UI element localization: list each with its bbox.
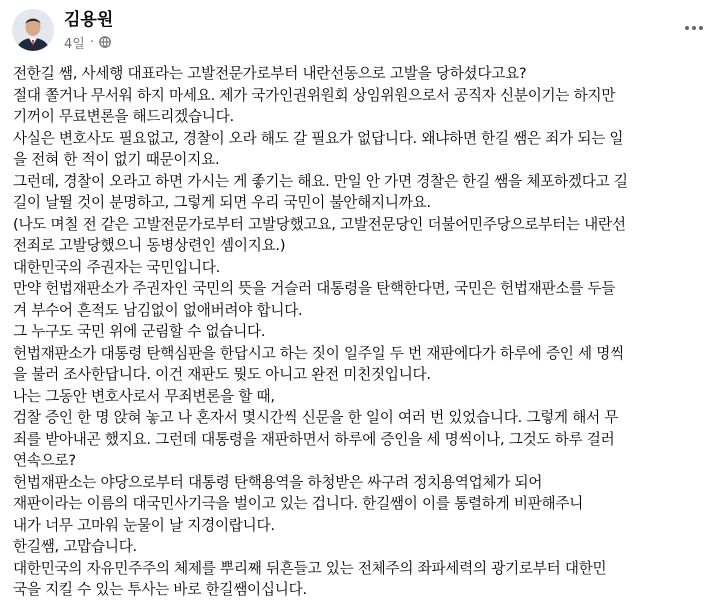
post-line: 국을 지킬 수 있는 투사는 바로 한길쌤이십니다. [13,581,307,598]
post-line: 한길쌤, 고맙습니다. [13,538,137,555]
meta-separator: · [89,34,94,50]
post-line: 대한민국의 자유민주주의 체제를 뿌리째 뒤흔들고 있는 전체주의 좌파세력의 광기로부터 대한민 [13,559,607,577]
post-line: 을 전혀 한 적이 없기 때문이지요. [13,151,220,168]
post-timestamp[interactable]: 4일 [64,36,85,52]
post-line: 겨 부수어 흔적도 남김없이 없애버려야 합니다. [13,301,303,319]
post-line: 사실은 변호사도 필요없고, 경찰이 오라 해도 갈 필요가 없답니다. 왜냐하면 한길 쌤은 죄가 되는 일 [13,129,624,147]
post-author-name[interactable]: 김용원 [64,10,114,30]
post-line: (나도 며칠 전 같은 고발전문가로부터 고발당했고요, 고발전문당인 더불어민주당으로부터는 내란선 [13,215,626,233]
post-line: 전죄로 고발당했으니 동병상련인 셈이지요.) [13,237,286,254]
post-meta [64,33,111,51]
post-line: 대한민국의 주권자는 국민입니다. [13,258,221,276]
post-line: 검찰 증인 한 명 앉혀 놓고 나 혼자서 몇시간씩 신문을 한 일이 여러 번 있었습니다. 그렇게 해서 무 [13,409,619,426]
more-dot [699,26,703,30]
post-line: 길이 날뛸 것이 분명하고, 그렇게 되면 우리 국민이 불안해지니까요. [13,194,431,211]
post-header [0,0,720,60]
more-options-button[interactable] [678,14,710,42]
more-dot [692,26,696,30]
post-line: 헌법재판소는 야당으로부터 대통령 탄핵용역을 하청받은 싸구려 정치용역업체가 되어 [13,473,543,491]
post-line: 연속으로? [13,452,76,469]
post-line: 기꺼이 무료변론을 해드리겠습니다. [13,108,234,125]
more-horizontal-icon [685,26,689,30]
post-line: 을 불러 조사한답니다. 이건 재판도 뭣도 아니고 완전 미친짓입니다. [13,366,431,383]
post-line: 그 누구도 국민 위에 군림할 수 없습니다. [13,323,266,340]
avatar-portrait-icon [12,9,54,51]
post-line: 절대 쫄거나 무서워 하지 마세요. 제가 국가인권위원회 상임위원으로서 공직자 신분이기는 하지만 [13,86,616,104]
post-line: 헌법재판소가 대통령 탄핵심판을 한답시고 하는 짓이 일주일 두 번 재판에다가 하루에 증인 세 명씩 [13,344,624,362]
post-line: 만약 헌법재판소가 주권자인 국민의 뜻을 거슬러 대통령을 탄핵한다면, 국민은 헌법재판소를 두들 [13,280,616,297]
post-body [13,63,713,601]
post-line: 그런데, 경찰이 오라고 하면 가시는 게 좋기는 해요. 만일 안 가면 경찰은 한길 쌤을 체포하겠다고 길 [13,172,628,190]
globe-icon [99,36,111,48]
post-line: 죄를 받아내곤 했지요. 그런데 대통령을 재판하면서 하루에 증인을 세 명씩이나, 그것도 하루 걸러 [13,430,615,448]
post-line: 내가 너무 고마워 눈물이 날 지경이랍니다. [13,516,275,534]
post-line: 재판이라는 이름의 대국민사기극을 벌이고 있는 겁니다. 한길쌤이 이를 통렬하게 비판해주니 [13,495,584,512]
post-line: 전한길 쌤, 사세행 대표라는 고발전문가로부터 내란선동으로 고발을 당하셨다고요? [13,65,527,82]
avatar[interactable] [12,9,54,51]
post-line: 나는 그동안 변호사로서 무죄변론을 할 때, [13,387,275,405]
